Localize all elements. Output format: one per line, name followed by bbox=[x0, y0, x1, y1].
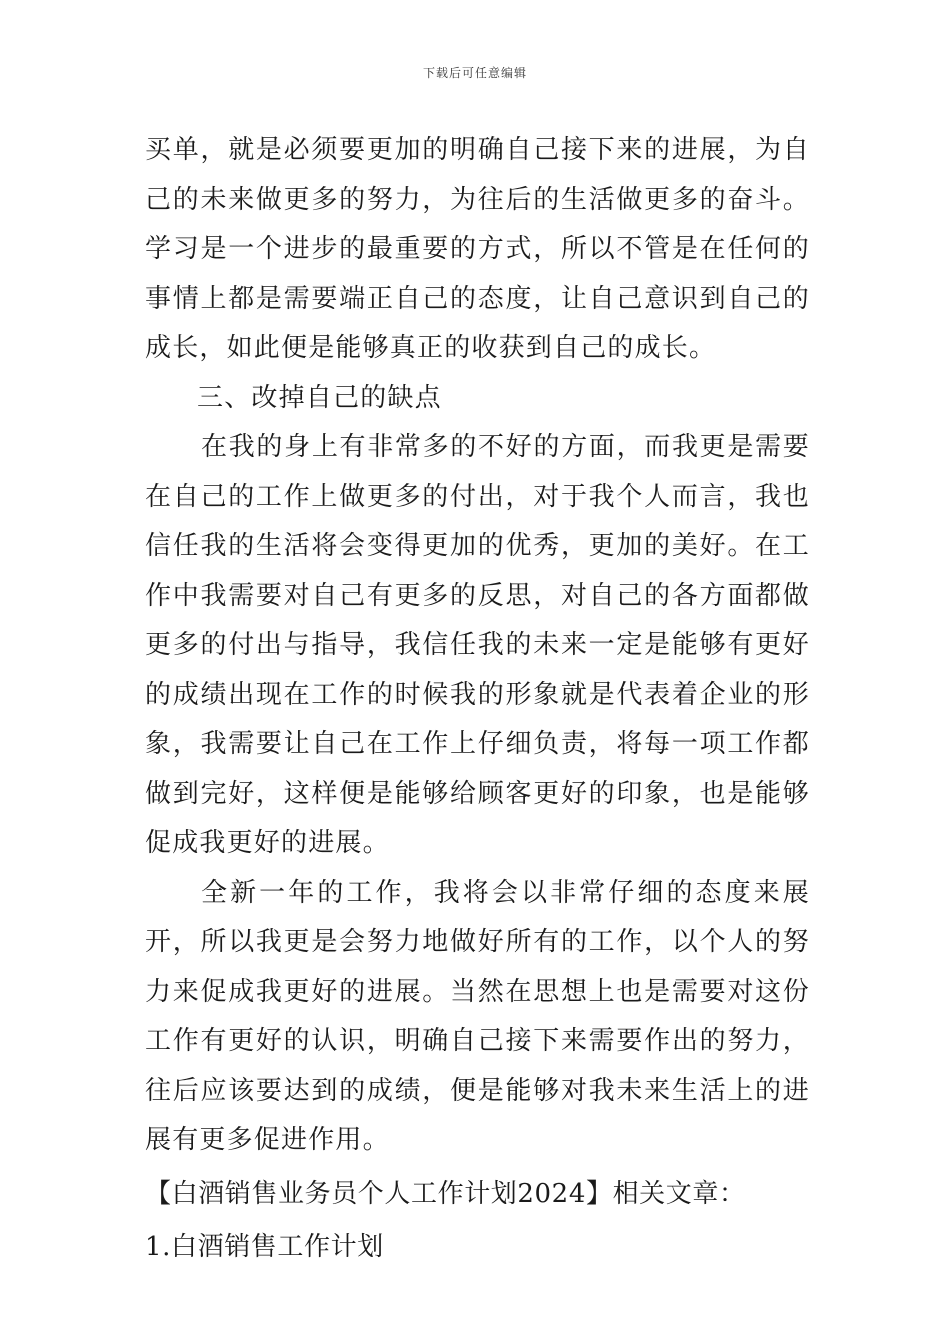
related-article-link[interactable]: 1.白酒销售工作计划 bbox=[145, 1232, 384, 1262]
paragraph-shortcomings: 在我的身上有非常多的不好的方面，而我更是需要在自己的工作上做更多的付出，对于我个人而言，我也信任我的生活将会变得更加的优秀，更加的美好。在工作中我需要对自己有更多的反思，对自己的各方面都做更多的付出与指导，我信任我的未来一定是能够有更好的成绩出现在工作的时候我的形象就是代表着企业的形象，我需要让自己在工作上仔细负责，将每一项工作都做到完好，这样便是能够给顾客更好的印象，也是能够促成我更好的进展。 bbox=[145, 432, 810, 858]
document-body bbox=[145, 126, 810, 1273]
paragraph-continuation: 买单，就是必须要更加的明确自己接下来的进展，为自己的未来做更多的努力，为往后的生活做更多的奋斗。学习是一个进步的最重要的方式，所以不管是在任何的事情上都是需要端正自己的态度，让自己意识到自己的成长，如此便是能够真正的收获到自己的成长。 bbox=[145, 135, 810, 363]
paragraph-new-year: 全新一年的工作，我将会以非常仔细的态度来展开，所以我更是会努力地做好所有的工作，以个人的努力来促成我更好的进展。当然在思想上也是需要对这份工作有更好的认识，明确自己接下来需要作出的努力，往后应该要达到的成绩，便是能够对我未来生活上的进展有更多促进作用。 bbox=[145, 877, 810, 1155]
section-heading: 三、改掉自己的缺点 bbox=[197, 382, 442, 413]
page-header: 下载后可任意编辑 bbox=[422, 66, 527, 80]
related-articles-title: 【白酒销售业务员个人工作计划2024】相关文章： bbox=[145, 1178, 746, 1209]
